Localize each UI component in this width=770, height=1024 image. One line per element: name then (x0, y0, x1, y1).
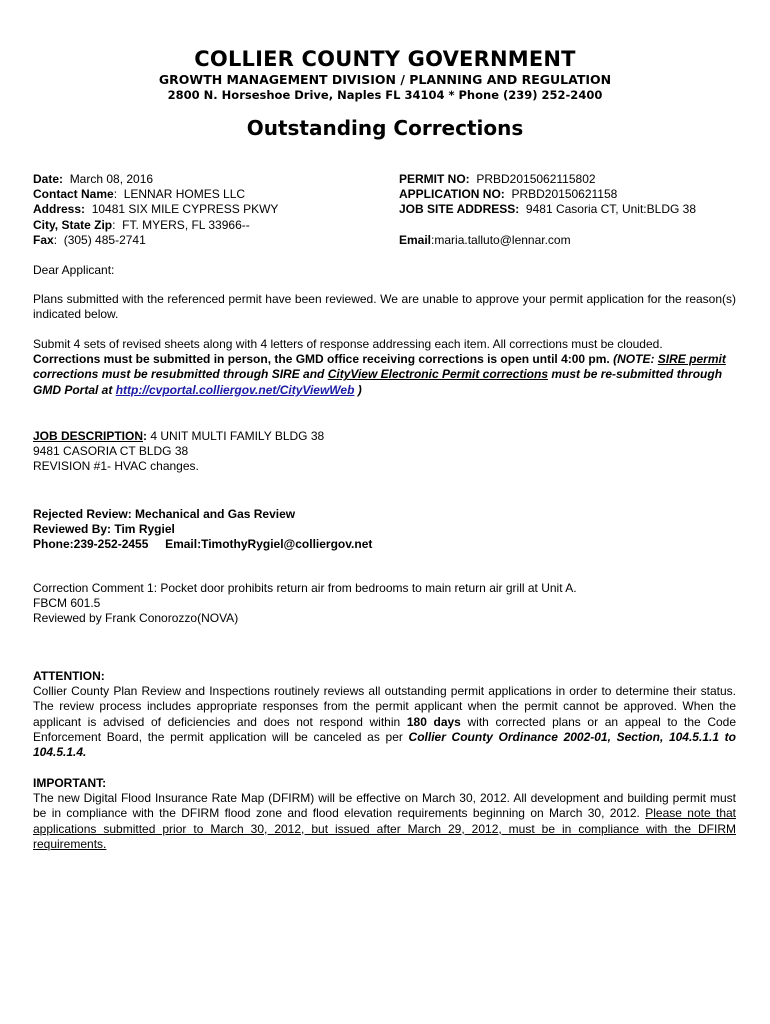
job-line2: 9481 CASORIA CT BLDG 38 (33, 444, 189, 459)
attention-text1: Collier County Plan Review and Inspections routinely reviews all outstanding permit applications in order to determine their status. The review process includes appropriate responses from the permit applicant when the permit cannot be approved. When the applicant is advised of deficiencies and does not respond within (33, 684, 736, 729)
contact-value: LENNAR HOMES LLC (123, 187, 246, 202)
correction-comment: Correction Comment 1: Pocket door prohibits return air from bedrooms to main return air grill at Unit A. (33, 581, 577, 595)
fax-value: (305) 485-2741 (63, 232, 146, 247)
submission-bold: Corrections must be submitted in person, the GMD office receiving corrections is open until 4:00 pm. (33, 352, 610, 367)
correction-block (33, 581, 736, 627)
application-value: PRBD20150621158 (511, 187, 618, 202)
org-address: 2800 N. Horseshoe Drive, Naples FL 34104 * Phone (239) 252-2400 (167, 88, 603, 102)
city-value: FT. MYERS, FL 33966-- (122, 217, 250, 232)
portal-link[interactable]: http://cvportal.colliergov.net/CityViewWeb (115, 382, 355, 397)
note-open: (NOTE: (613, 352, 655, 367)
salutation: Dear Applicant: (33, 263, 115, 277)
cityview-text: CityView Electronic Permit corrections (327, 367, 549, 382)
org-title: COLLIER COUNTY GOVERNMENT (194, 47, 576, 71)
job-description: JOB DESCRIPTION: 4 UNIT MULTI FAMILY BLDG 38 9481 CASORIA CT BLDG 38 REVISION #1- HVAC changes. (33, 429, 736, 475)
review-block (33, 507, 736, 553)
intro-paragraph: Plans submitted with the referenced permit have been reviewed. We are unable to approve your permit application for the reason(s) indicated below. (33, 292, 736, 322)
division-title: GROWTH MANAGEMENT DIVISION / PLANNING AND REGULATION (158, 72, 612, 87)
attention-heading: ATTENTION: (33, 669, 105, 683)
jobsite-label: JOB SITE ADDRESS: (399, 202, 520, 217)
jobsite-value: 9481 Casoria CT, Unit:BLDG 38 (525, 202, 697, 217)
date-label: Date: (33, 172, 64, 186)
important-note: Please note that applications submitted prior to March 30, 2012, but issued after March 29, 2012, must be in compliance with the DFIRM requirements. (33, 806, 737, 851)
attention-block (33, 669, 736, 760)
important-heading: IMPORTANT: (33, 776, 107, 790)
email-line: Email:maria.talluto@lennar.com (399, 233, 571, 247)
address-label: Address: (33, 202, 86, 217)
page-title: Outstanding Corrections (246, 116, 524, 140)
reviewed-by: Reviewed By: Tim Rygiel (33, 522, 175, 537)
important-text: The new Digital Flood Insurance Rate Map (DFIRM) will be effective on March 30, 2012. All development and building permit must be in compliance with the DFIRM flood zone and flood elevation requirements beginning on March 30, 2012. (33, 791, 736, 821)
contact-label: Contact Name (33, 187, 114, 202)
attention-ordinance: Collier County Ordinance 2002-01, Section, 104.5.1.1 to 104.5.1.4. (33, 729, 736, 760)
fax-label: Fax (33, 232, 54, 247)
permit-value: PRBD2015062115802 (476, 172, 596, 186)
attention-text2: with corrected plans or an appeal to the Code Enforcement Board, the permit application will be canceled as per (33, 714, 737, 744)
important-block (33, 776, 736, 852)
reviewer-phone: Phone:239-252-2455 (33, 537, 149, 552)
applicant-info: Date: March 08, 2016 Contact Name: LENNAR HOMES LLC Address: 10481 SIX MILE CYPRESS PKWY City, State Zip: FT. MYERS, FL 33966-- Fax: (305) 485-2741 (33, 172, 279, 247)
city-label: City, State Zip (33, 217, 113, 232)
permit-label: PERMIT NO: (399, 172, 470, 186)
note-end: must be re-submitted through GMD Portal at (33, 367, 723, 397)
correction-code: FBCM 601.5 (33, 596, 101, 611)
permit-info (399, 172, 739, 218)
date-value: March 08, 2016 (69, 172, 154, 186)
job-label: JOB DESCRIPTION (33, 429, 144, 443)
application-label: APPLICATION NO: (399, 187, 505, 202)
job-line3: REVISION #1- HVAC changes. (33, 459, 199, 474)
note-mid: corrections must be resubmitted through SIRE and (33, 367, 325, 382)
note-close: ) (357, 382, 362, 397)
job-line1: 4 UNIT MULTI FAMILY BLDG 38 (150, 429, 325, 443)
submission-text: Submit 4 sets of revised sheets along with 4 letters of response addressing each item. All corrections must be clouded. (33, 337, 663, 351)
address-value: 10481 SIX MILE CYPRESS PKWY (91, 202, 279, 217)
correction-reviewer: Reviewed by Frank Conorozzo(NOVA) (33, 611, 239, 626)
email-label: Email (399, 233, 432, 247)
sire-permit-text: SIRE permit (657, 352, 726, 367)
rejected-review: Rejected Review: Mechanical and Gas Review (33, 507, 296, 521)
attention-days: 180 days (406, 714, 461, 729)
submission-paragraph (33, 337, 736, 398)
email-value: maria.talluto@lennar.com (434, 233, 571, 247)
reviewer-email: Email:TimothyRygiel@colliergov.net (165, 537, 373, 552)
